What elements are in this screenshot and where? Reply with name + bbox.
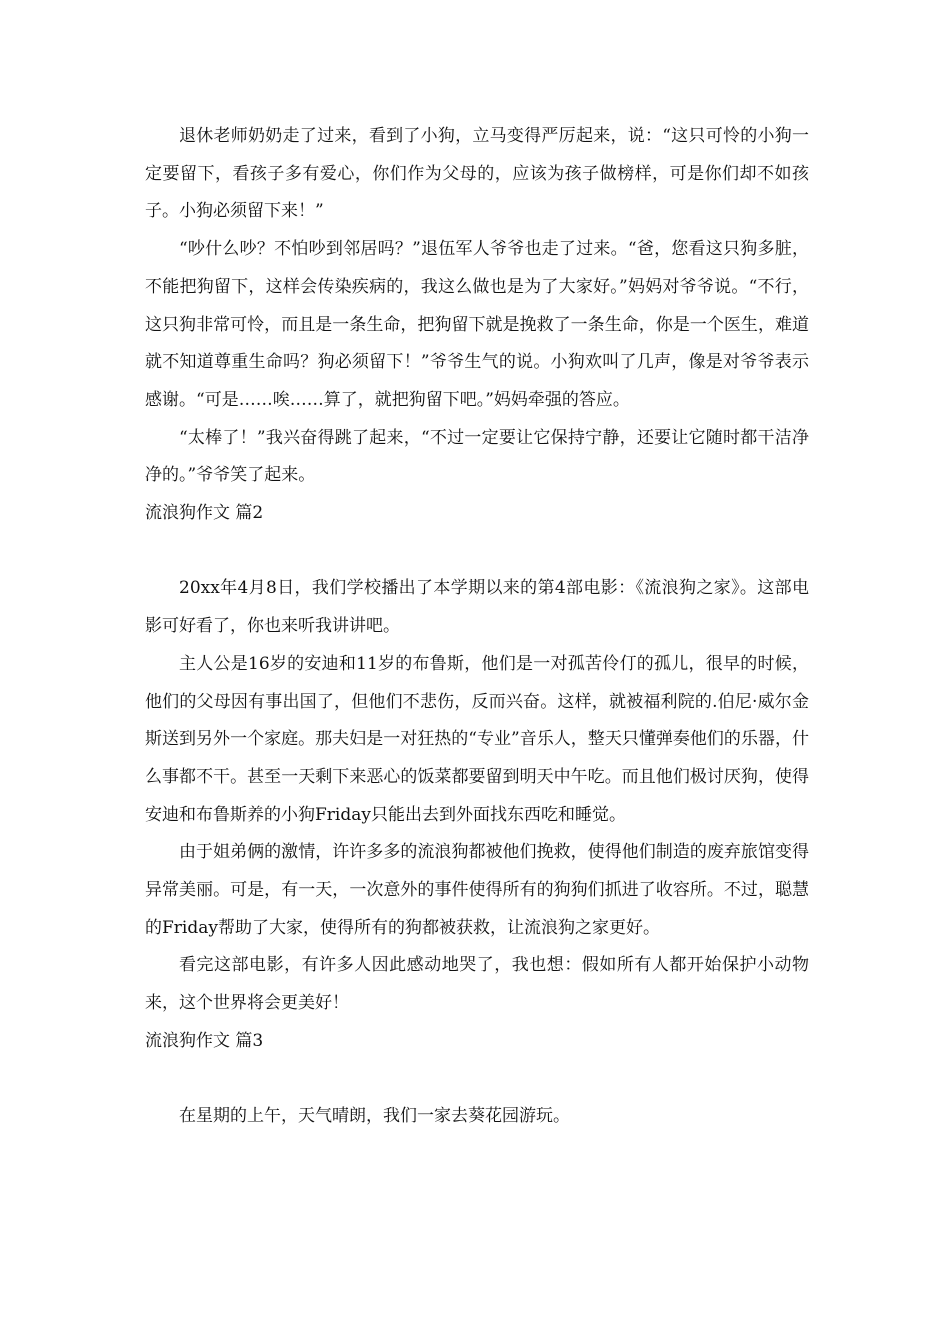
- document-page: [145, 118, 809, 1136]
- paragraph: “吵什么吵？不怕吵到邻居吗？”退伍军人爷爷也走了过来。“爸，您看这只狗多脏，不能把狗留下，这样会传染疾病的，我这么做也是为了大家好。”妈妈对爷爷说。“不行，这只狗非常可怜，而且是一条生命，把狗留下就是挽救了一条生命，你是一个医生，难道就不知道尊重生命吗？狗必须留下！”爷爷生气的说。小狗欢叫了几声，像是对爷爷表示感谢。“可是……唉……算了，就把狗留下吧。”妈妈牵强的答应。: [145, 239, 809, 410]
- paragraph: 在星期的上午，天气晴朗，我们一家去葵花园游玩。: [179, 1106, 570, 1127]
- section-heading-3: 流浪狗作文 篇3: [145, 1030, 264, 1051]
- blank-line: [145, 533, 809, 571]
- paragraph: 由于姐弟俩的激情，许许多多的流浪狗都被他们挽救，使得他们制造的废弃旅馆变得异常美丽。可是，有一天，一次意外的事件使得所有的狗狗们抓进了收容所。不过，聪慧的Friday帮助了大家，使得所有的狗都被获救，让流浪狗之家更好。: [145, 842, 809, 938]
- paragraph: 20xx年4月8日，我们学校播出了本学期以来的第4部电影：《流浪狗之家》。这部电影可好看了，你也来听我讲讲吧。: [145, 578, 809, 637]
- paragraph: 退休老师奶奶走了过来，看到了小狗，立马变得严厉起来，说：“这只可怜的小狗一定要留下，看孩子多有爱心，你们作为父母的，应该为孩子做榜样，可是你们却不如孩子。小狗必须留下来！”: [145, 126, 809, 222]
- paragraph: 主人公是16岁的安迪和11岁的布鲁斯，他们是一对孤苦伶仃的孤儿，很早的时候，他们的父母因有事出国了，但他们不悲伤，反而兴奋。这样，就被福利院的.伯尼·威尔金斯送到另外一个家庭。那夫妇是一对狂热的“专业”音乐人，整天只懂弹奏他们的乐器，什么事都不干。甚至一天剩下来恶心的饭菜都要留到明天中午吃。而且他们极讨厌狗，使得安迪和布鲁斯养的小狗Friday只能出去到外面找东西吃和睡觉。: [145, 653, 809, 825]
- blank-line: [145, 1061, 809, 1099]
- paragraph: “太棒了！”我兴奋得跳了起来，“不过一定要让它保持宁静，还要让它随时都干洁净净的。”爷爷笑了起来。: [145, 427, 809, 486]
- paragraph: 看完这部电影，有许多人因此感动地哭了，我也想：假如所有人都开始保护小动物来，这个世界将会更美好！: [145, 955, 809, 1014]
- section-heading-2: 流浪狗作文 篇2: [145, 503, 264, 524]
